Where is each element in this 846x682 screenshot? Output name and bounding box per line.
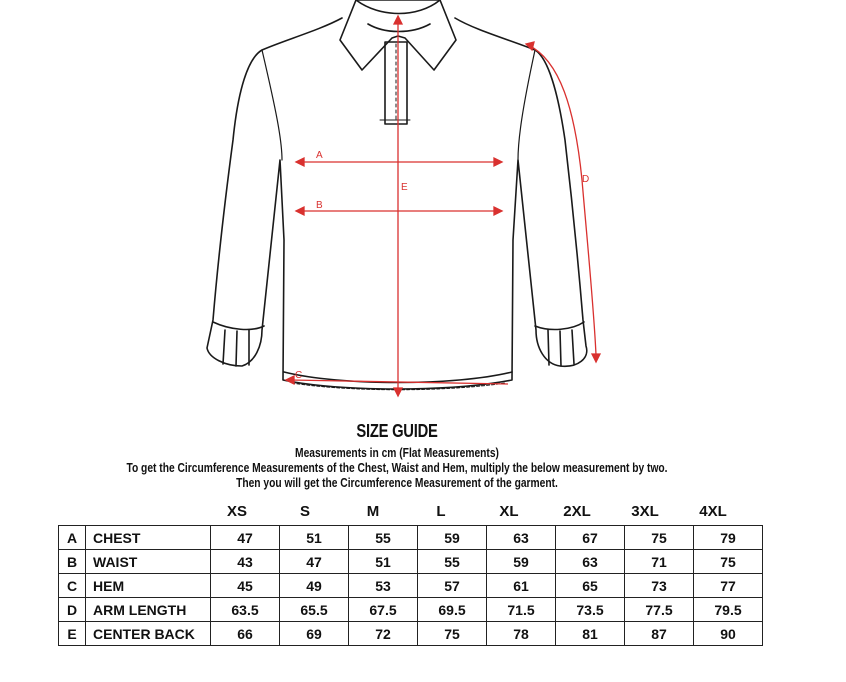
row-name: CHEST bbox=[86, 526, 211, 550]
row-letter: E bbox=[59, 622, 86, 646]
table-cell: 55 bbox=[349, 526, 418, 550]
label-e: E bbox=[401, 182, 408, 193]
table-cell: 73.5 bbox=[556, 598, 625, 622]
table-cell: 79 bbox=[694, 526, 763, 550]
table-cell: 47 bbox=[211, 526, 280, 550]
size-header-xl: XL bbox=[499, 503, 519, 520]
size-header-l: L bbox=[436, 503, 446, 520]
label-d: D bbox=[582, 174, 590, 185]
row-name: ARM LENGTH bbox=[86, 598, 211, 622]
size-header-3xl: 3XL bbox=[631, 503, 659, 520]
table-cell: 77 bbox=[694, 574, 763, 598]
table-cell: 69 bbox=[280, 622, 349, 646]
table-cell: 69.5 bbox=[418, 598, 487, 622]
table-cell: 59 bbox=[487, 550, 556, 574]
size-header-2xl: 2XL bbox=[563, 503, 591, 520]
table-cell: 45 bbox=[211, 574, 280, 598]
size-header-m: M bbox=[366, 503, 380, 520]
table-cell: 73 bbox=[625, 574, 694, 598]
table-row bbox=[59, 622, 763, 646]
table-cell: 59 bbox=[418, 526, 487, 550]
row-letter: D bbox=[59, 598, 86, 622]
table-cell: 63 bbox=[556, 550, 625, 574]
table-cell: 43 bbox=[211, 550, 280, 574]
table-cell: 55 bbox=[418, 550, 487, 574]
table-cell: 61 bbox=[487, 574, 556, 598]
table-cell: 53 bbox=[349, 574, 418, 598]
row-letter: B bbox=[59, 550, 86, 574]
table-cell: 72 bbox=[349, 622, 418, 646]
size-table bbox=[58, 525, 763, 646]
table-cell: 51 bbox=[349, 550, 418, 574]
table-cell: 78 bbox=[487, 622, 556, 646]
table-cell: 75 bbox=[625, 526, 694, 550]
table-cell: 79.5 bbox=[694, 598, 763, 622]
table-cell: 90 bbox=[694, 622, 763, 646]
table-cell: 51 bbox=[280, 526, 349, 550]
size-guide-title: SIZE GUIDE bbox=[356, 421, 438, 441]
shirt-diagram bbox=[180, 0, 620, 410]
table-cell: 77.5 bbox=[625, 598, 694, 622]
table-cell: 81 bbox=[556, 622, 625, 646]
table-cell: 66 bbox=[211, 622, 280, 646]
table-cell: 75 bbox=[418, 622, 487, 646]
table-cell: 67.5 bbox=[349, 598, 418, 622]
table-cell: 67 bbox=[556, 526, 625, 550]
size-header-4xl: 4XL bbox=[699, 503, 727, 520]
row-name: WAIST bbox=[86, 550, 211, 574]
table-row bbox=[59, 574, 763, 598]
table-cell: 75 bbox=[694, 550, 763, 574]
table-cell: 71.5 bbox=[487, 598, 556, 622]
row-letter: C bbox=[59, 574, 86, 598]
circumference-instruction: To get the Circumference Measurements of the Chest, Waist and Hem, multiply the below measurement by two. bbox=[126, 461, 668, 475]
table-row bbox=[59, 598, 763, 622]
table-cell: 63.5 bbox=[211, 598, 280, 622]
table-cell: 63 bbox=[487, 526, 556, 550]
row-letter: A bbox=[59, 526, 86, 550]
label-b: B bbox=[316, 200, 323, 211]
table-cell: 57 bbox=[418, 574, 487, 598]
table-cell: 49 bbox=[280, 574, 349, 598]
measurement-note: Measurements in cm (Flat Measurements) bbox=[295, 446, 499, 460]
label-c: C bbox=[295, 370, 303, 381]
table-cell: 87 bbox=[625, 622, 694, 646]
size-header-xs: XS bbox=[226, 503, 247, 520]
table-row bbox=[59, 526, 763, 550]
size-header-s: S bbox=[299, 503, 310, 520]
table-cell: 65 bbox=[556, 574, 625, 598]
table-cell: 71 bbox=[625, 550, 694, 574]
row-name: HEM bbox=[86, 574, 211, 598]
table-row bbox=[59, 550, 763, 574]
table-cell: 47 bbox=[280, 550, 349, 574]
table-cell: 65.5 bbox=[280, 598, 349, 622]
circumference-result-note: Then you will get the Circumference Measurement of the garment. bbox=[236, 476, 558, 490]
row-name: CENTER BACK bbox=[86, 622, 211, 646]
label-a: A bbox=[316, 150, 323, 161]
